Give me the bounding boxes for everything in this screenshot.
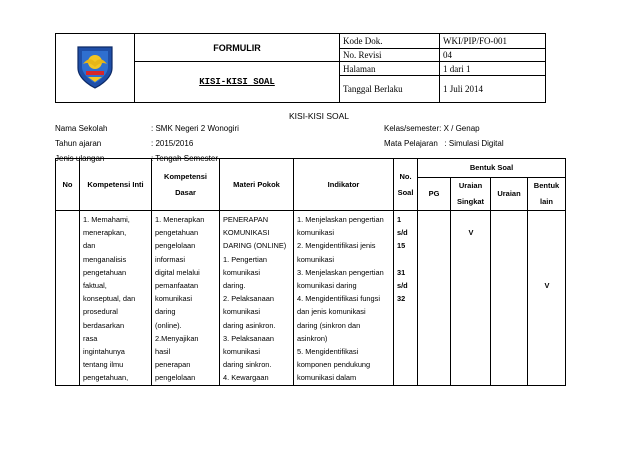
cell-line: 31 bbox=[397, 267, 406, 277]
cell-line: konseptual, dan bbox=[83, 294, 136, 304]
logo-cell bbox=[56, 34, 135, 103]
cell-line: 3. Pelaksanaan bbox=[223, 333, 274, 343]
header-uraian-singkat bbox=[451, 178, 491, 211]
cell-line: menerapkan, bbox=[83, 228, 127, 238]
cell-line: 32 bbox=[397, 294, 406, 304]
cell-line: PENERAPAN bbox=[223, 215, 269, 224]
info-subject: Mata Pelajaran : Simulasi Digital bbox=[384, 139, 504, 148]
header-line: Dasar bbox=[175, 187, 196, 197]
cell-line bbox=[397, 253, 415, 266]
uraian-cell bbox=[491, 211, 528, 386]
header-materi: Materi Pokok bbox=[220, 159, 294, 211]
cell-line: daring. bbox=[223, 281, 246, 291]
cell-line: komunikasi bbox=[223, 347, 260, 357]
cell-line: 1. Pengertian bbox=[223, 254, 267, 264]
header-indikator: Indikator bbox=[294, 159, 394, 211]
cell-line: DARING (ONLINE) bbox=[223, 241, 287, 251]
cell-line: 1. Menerapkan bbox=[155, 215, 205, 224]
meta-value: 04 bbox=[440, 49, 546, 62]
cell-line: s/d bbox=[397, 228, 408, 238]
cell-line: penerapan bbox=[155, 360, 191, 370]
info-value: : SMK Negeri 2 Wonogiri bbox=[151, 124, 239, 133]
cell-line: komunikasi bbox=[223, 267, 260, 277]
cell-line: komunikasi bbox=[223, 307, 260, 317]
cell-line: informasi bbox=[155, 254, 185, 264]
document-title: KISI-KISI SOAL bbox=[289, 111, 349, 121]
cell-line: 2. Mengidentifikasi jenis bbox=[297, 241, 376, 251]
cell-line: komunikasi dalam bbox=[297, 373, 357, 383]
cell-line: pemanfaatan bbox=[155, 281, 199, 291]
header-pg: PG bbox=[418, 178, 451, 211]
kompetensi-inti-cell bbox=[80, 211, 152, 386]
cell-line: digital melalui bbox=[155, 267, 200, 277]
meta-key: No. Revisi bbox=[340, 49, 440, 62]
cell-line: 3. Menjelaskan pengertian bbox=[297, 267, 384, 277]
cell-line: faktual, bbox=[83, 281, 107, 291]
no-soal-cell bbox=[394, 211, 418, 386]
cell-line: pengetahuan bbox=[83, 267, 127, 277]
cell-line: daring bbox=[155, 307, 176, 317]
header-line: Soal bbox=[397, 187, 414, 197]
cell-line: 1. Memahami, bbox=[83, 215, 130, 224]
cell-line: daring (sinkron dan bbox=[297, 320, 361, 330]
kisi-kisi-table bbox=[55, 158, 566, 386]
cell-line: 15 bbox=[397, 241, 406, 251]
cell-line: dan bbox=[83, 241, 96, 251]
cell-line: asinkron) bbox=[297, 333, 328, 343]
check-mark: V bbox=[544, 281, 550, 290]
sheet-title: KISI-KISI SOAL bbox=[135, 62, 340, 103]
header-line: Singkat bbox=[456, 197, 485, 206]
cell-line: menganalisis bbox=[83, 254, 127, 264]
cell-line: KOMUNIKASI bbox=[223, 228, 270, 238]
cell-line: rasa bbox=[83, 333, 98, 343]
cell-line: komunikasi daring bbox=[297, 281, 357, 291]
cell-line: komunikasi bbox=[155, 294, 192, 304]
header-kompetensi-dasar bbox=[152, 159, 220, 211]
meta-value: WKI/PIP/FO-001 bbox=[440, 34, 546, 49]
cell-line: berdasarkan bbox=[83, 320, 125, 330]
meta-key: Halaman bbox=[340, 62, 440, 75]
header-bentuk-lain bbox=[528, 178, 566, 211]
cell-line: daring sinkron. bbox=[223, 360, 272, 370]
meta-value: 1 Juli 2014 bbox=[440, 75, 546, 102]
info-class: Kelas/semester: X / Genap bbox=[384, 124, 480, 133]
header-line: Uraian bbox=[458, 181, 483, 190]
header-bentuk-soal: Bentuk Soal bbox=[418, 159, 566, 178]
header-no: No bbox=[56, 159, 80, 211]
info-value: : Tengah Semester bbox=[151, 154, 219, 163]
kompetensi-dasar-cell bbox=[152, 211, 220, 386]
cell-line: 1 bbox=[397, 215, 402, 224]
header-kompetensi-inti: Kompetensi Inti bbox=[80, 159, 152, 211]
info-value: : 2015/2016 bbox=[151, 139, 194, 148]
cell-line: 1. Menjelaskan pengertian bbox=[297, 215, 384, 224]
form-label: FORMULIR bbox=[135, 34, 340, 62]
check-mark: V bbox=[468, 228, 474, 237]
info-label: Nama Sekolah bbox=[55, 124, 108, 133]
cell-line: komunikasi bbox=[297, 228, 334, 238]
cell-line: 2. Pelaksanaan bbox=[223, 294, 274, 304]
bentuk-lain-cell bbox=[528, 211, 566, 386]
cell-line: tentang ilmu bbox=[83, 360, 124, 370]
header-line: Bentuk bbox=[533, 181, 560, 190]
cell-line: pengetahuan, bbox=[83, 373, 129, 383]
header-line: Kompetensi bbox=[164, 171, 207, 181]
cell-line: 2.Menyajikan bbox=[155, 333, 199, 343]
cell-line: 4. Kewargaan bbox=[223, 373, 269, 383]
uraian-singkat-cell bbox=[451, 211, 491, 386]
cell-line: pengelolaan bbox=[155, 373, 196, 383]
cell-line: daring asinkron. bbox=[223, 320, 276, 330]
school-crest-icon bbox=[74, 44, 116, 90]
header-line: lain bbox=[540, 197, 553, 206]
info-label: Tahun ajaran bbox=[55, 139, 102, 148]
cell-line: pengelolaan bbox=[155, 241, 196, 251]
cell-line: 4. Mengidentifikasi fungsi bbox=[297, 294, 380, 304]
meta-value: 1 dari 1 bbox=[440, 62, 546, 75]
header-uraian: Uraian bbox=[491, 178, 528, 211]
header-line: No. bbox=[399, 171, 412, 181]
cell-line: komponen pendukung bbox=[297, 360, 371, 370]
cell-line: (online). bbox=[155, 320, 182, 330]
no-cell bbox=[56, 211, 80, 386]
indikator-cell bbox=[294, 211, 394, 386]
table-row bbox=[56, 211, 566, 386]
cell-line: ingintahunya bbox=[83, 347, 125, 357]
meta-key: Tanggal Berlaku bbox=[340, 75, 440, 102]
pg-cell bbox=[418, 211, 451, 386]
cell-line: dan jenis komunikasi bbox=[297, 307, 366, 317]
cell-line: 5. Mengidentifikasi bbox=[297, 347, 359, 357]
cell-line: komunikasi bbox=[297, 254, 334, 264]
cell-line: hasil bbox=[155, 347, 171, 357]
materi-cell bbox=[220, 211, 294, 386]
meta-key: Kode Dok. bbox=[340, 34, 440, 49]
form-header bbox=[55, 33, 546, 103]
cell-line: prosedural bbox=[83, 307, 118, 317]
cell-line: s/d bbox=[397, 281, 408, 290]
header-no-soal bbox=[394, 159, 418, 211]
cell-line: pengetahuan bbox=[155, 228, 199, 238]
info-label: Jenis ulangan bbox=[55, 154, 105, 163]
